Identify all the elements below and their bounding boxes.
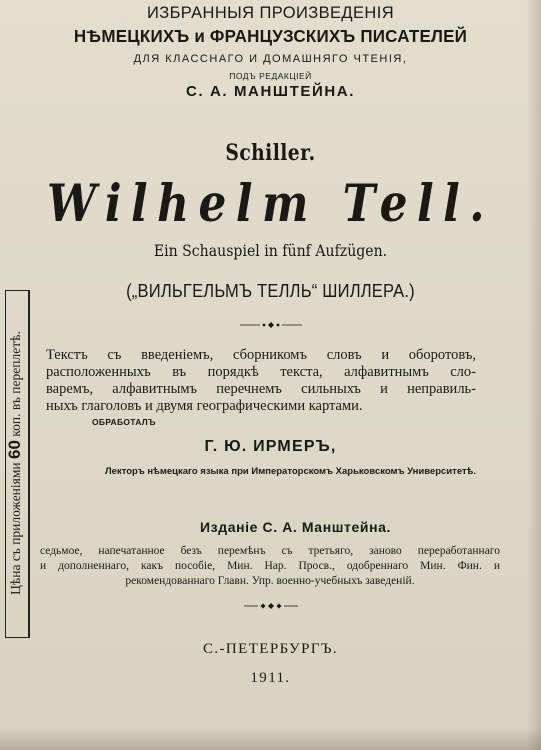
editor-name: С. А. МАНШТЕЙНА.	[186, 83, 355, 100]
ornament-divider-top	[0, 319, 541, 331]
imprint-year: 1911.	[250, 670, 291, 686]
price-suffix: коп. въ переплетѣ.	[8, 331, 23, 437]
editor-label: ПОДЪ РЕДАКЦІЕЙ	[229, 71, 312, 81]
series-title-line3: ДЛЯ КЛАССНАГО И ДОМАШНЯГО ЧТЕНІЯ,	[133, 53, 408, 65]
page-edge-shadow	[527, 0, 541, 750]
processor-name: Г. Ю. ИРМЕРЪ,	[204, 438, 337, 455]
edition-note	[40, 544, 500, 589]
description-line: ныхъ глаголовъ и двумя географическими картами.	[46, 398, 363, 414]
price-number: 60	[5, 440, 24, 459]
processed-by-label: ОБРАБОТАЛЪ	[92, 417, 156, 427]
price-text	[5, 291, 25, 635]
ornament-divider-icon	[242, 602, 300, 610]
price-prefix: Цѣна съ приложеніями	[8, 462, 23, 595]
processor-title: Лекторъ нѣмецкаго языка при Императорскомъ Харьковскомъ Университетѣ.	[105, 466, 476, 477]
book-title: Wilhelm Tell.	[46, 174, 495, 234]
subtitle-russian: („ВИЛЬГЕЛЬМЪ ТЕЛЛЬ“ ШИЛЛЕРА.)	[126, 281, 415, 301]
edition-note-line: рекомендованнаго Главн. Упр. военно-учебныхъ заведеній.	[125, 575, 415, 587]
edition-note-line: седьмое, напечатанное безъ перемѣнъ съ третьяго, заново переработаннаго	[40, 545, 500, 557]
edition-note-line: и дополненнаго, какъ пособіе, Мин. Нар. Просв., одобреннаго Мин. Фин. и	[40, 560, 500, 572]
edition-label: Изданіе С. А. Манштейна.	[199, 519, 392, 535]
series-title-line1: ИЗБРАННЫЯ ПРОИЗВЕДЕНІЯ	[146, 4, 395, 22]
description-line: варемъ, алфавитнымъ перечнемъ сильныхъ и неправиль-	[46, 381, 476, 397]
description-line: расположенныхъ въ порядкѣ текста, алфавитнымъ сло-	[46, 364, 476, 380]
description-paragraph	[46, 347, 476, 415]
ornament-divider-bottom	[0, 600, 541, 612]
ornament-divider-icon	[238, 321, 304, 329]
page-bottom-shadow	[0, 728, 541, 750]
subtitle-german: Ein Schauspiel in fünf Aufzügen.	[153, 241, 388, 260]
imprint-city: С.-ПЕТЕРБУРГЪ.	[202, 641, 339, 657]
series-title-line2: НѢМЕЦКИХЪ и ФРАНЦУЗСКИХЪ ПИСАТЕЛЕЙ	[73, 26, 468, 47]
description-line: Текстъ съ введеніемъ, сборникомъ словъ и оборотовъ,	[46, 347, 476, 363]
author-name: Schiller.	[225, 140, 316, 166]
